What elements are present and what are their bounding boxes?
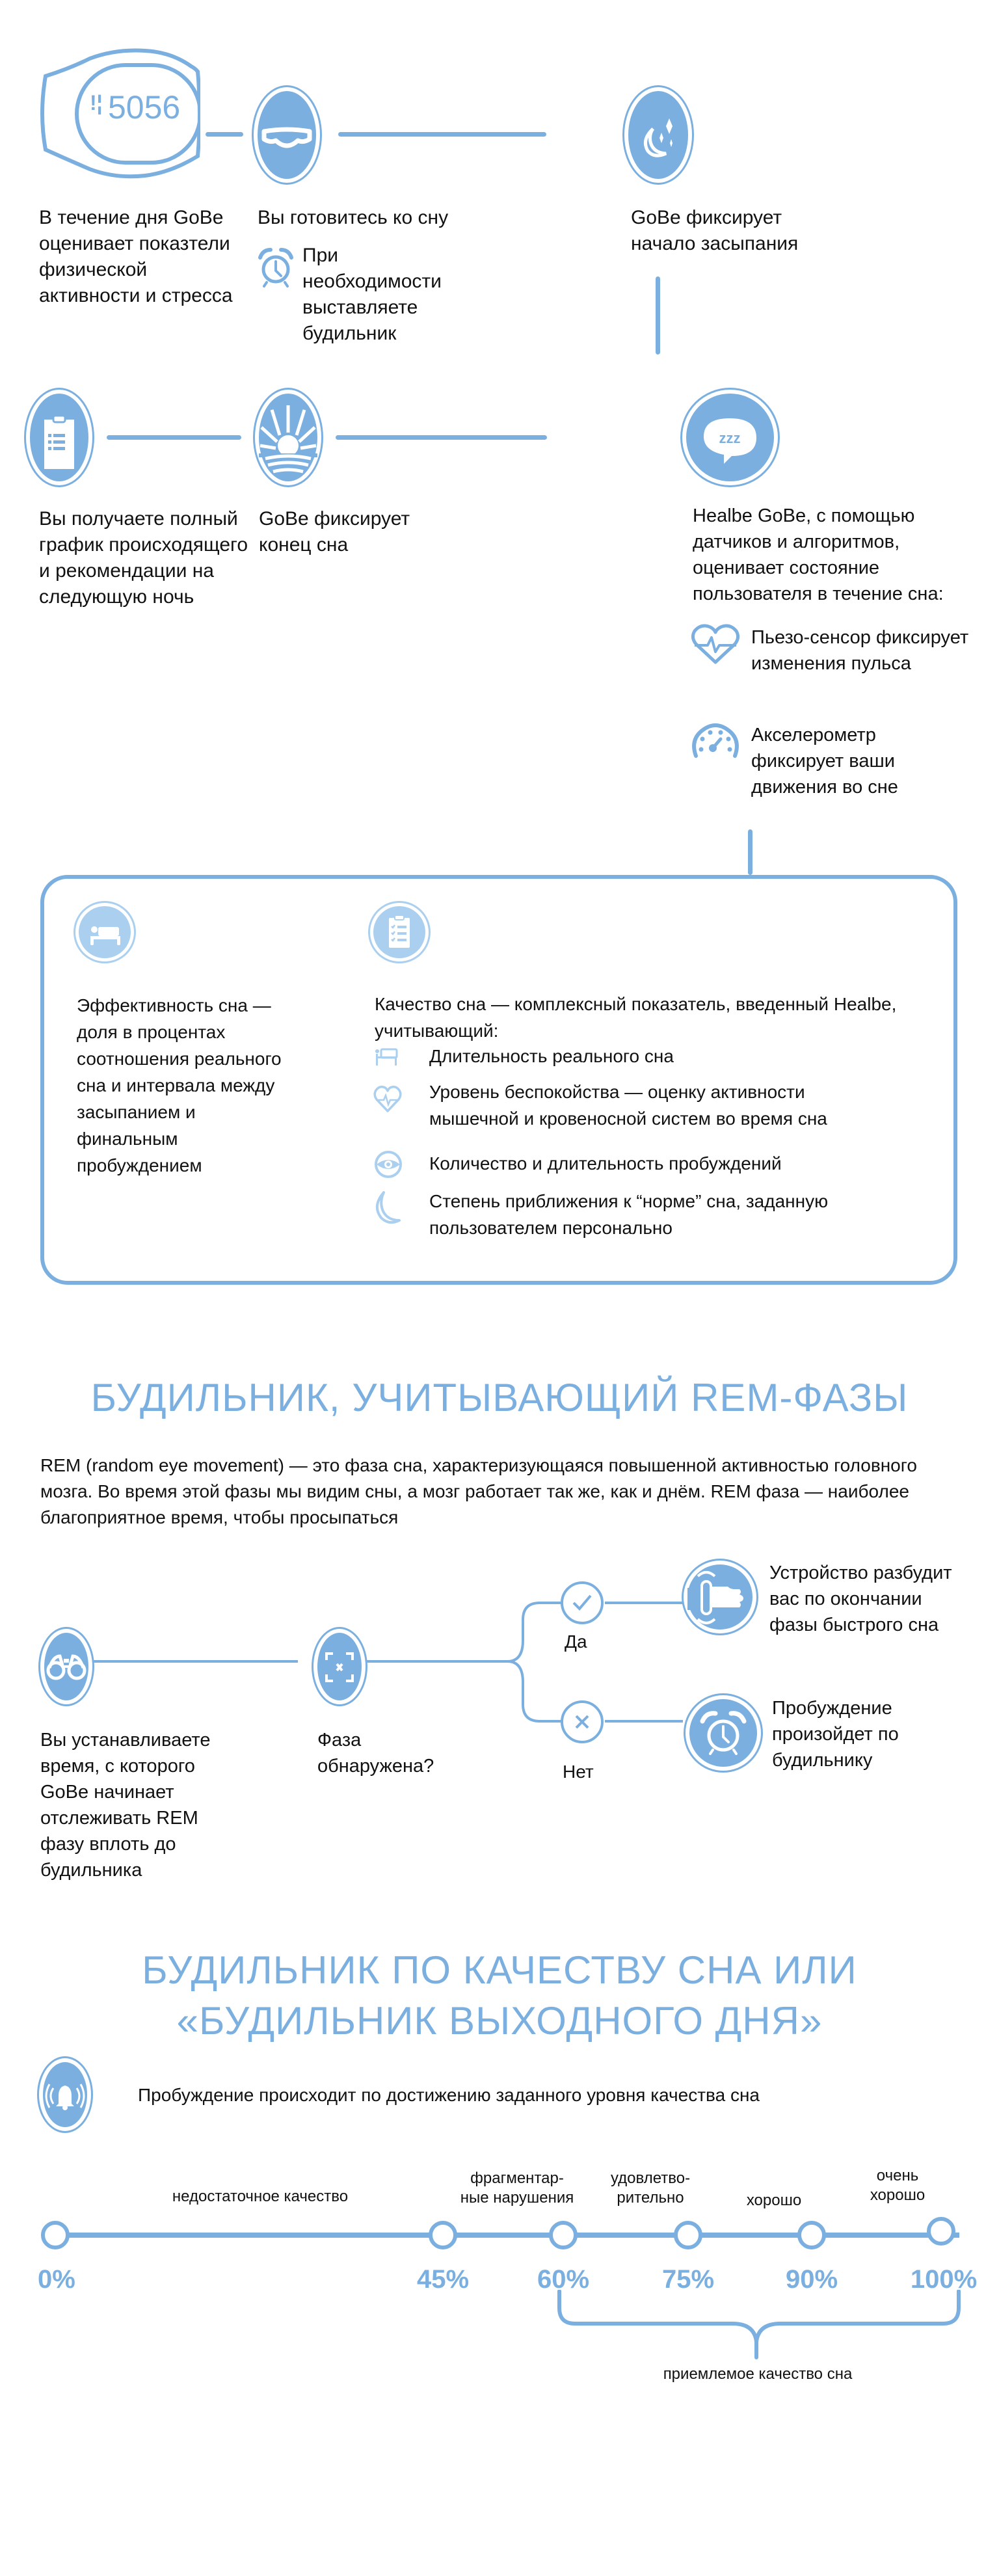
connector-line bbox=[338, 132, 546, 137]
zzz-bubble-icon bbox=[686, 394, 774, 481]
step-sleep-end-text: GoBe фиксирует конец сна bbox=[259, 508, 410, 556]
connector-line bbox=[107, 435, 241, 440]
efficiency-text: Эффективность сна — доля в процентах соотношения реального сна и интервала между засыпанием и финальным пробуждением bbox=[77, 995, 282, 1175]
scale-point-90 bbox=[797, 2221, 826, 2249]
sensor-piezo-text: Пьезо-сенсор фиксирует изменения пульса bbox=[751, 627, 969, 674]
band-alert-glyph: !¦ bbox=[90, 91, 103, 114]
quality-section-title-line2: «БУДИЛЬНИК ВЫХОДНОГО ДНЯ» bbox=[176, 1999, 823, 2043]
step-monitor-text: Healbe GoBe, с помощью датчиков и алгоритмов, оценивает состояние пользователя в течение сна: bbox=[693, 505, 944, 604]
bed-icon bbox=[79, 906, 131, 958]
range-label-insufficient: недостаточное качество bbox=[172, 2188, 349, 2205]
fitness-band-icon bbox=[38, 46, 200, 182]
branch-no-label: Нет bbox=[563, 1762, 594, 1782]
scale-point-60 bbox=[549, 2221, 578, 2249]
acceptable-range-brace bbox=[553, 2290, 969, 2361]
wrist-vibration-icon bbox=[687, 1564, 753, 1630]
quality-description: Пробуждение происходит по достижению заданного уровня качества сна bbox=[138, 2085, 760, 2105]
scale-point-0 bbox=[41, 2221, 70, 2249]
step-report-text: Вы получаете полный график происходящего и рекомендации на следующую ночь bbox=[39, 508, 248, 608]
alarm-clock-icon bbox=[258, 246, 294, 289]
no-result-text: Пробуждение произойдет по будильнику bbox=[772, 1698, 899, 1771]
scale-point-45 bbox=[429, 2221, 457, 2249]
rem-start-text: Вы устанавливаете время, с которого GoBe начинает отслеживать REM фазу вплоть до будильника bbox=[40, 1730, 211, 1881]
range-label-satisfactory-line1: удовлетво- bbox=[610, 2169, 691, 2187]
rem-section-title: БУДИЛЬНИК, УЧИТЫВАЮЩИЙ REM-ФАЗЫ bbox=[90, 1376, 909, 1419]
scale-point-label: 60% bbox=[537, 2265, 590, 2294]
scale-point-label: 45% bbox=[416, 2265, 470, 2294]
cross-icon bbox=[561, 1700, 604, 1743]
clipboard-icon bbox=[30, 394, 88, 481]
quality-item-duration: Длительность реального сна bbox=[429, 1046, 674, 1066]
bell-ringing-icon bbox=[43, 2062, 87, 2127]
alarm-clock-icon bbox=[689, 1699, 757, 1767]
range-label-very-good-line1: очень bbox=[876, 2167, 919, 2184]
quality-item-norm: Степень приближения к “норме” сна, заданную пользователем персонально bbox=[429, 1191, 829, 1238]
sleep-mask-icon bbox=[258, 91, 316, 179]
speedometer-icon bbox=[691, 722, 740, 758]
scale-point-75 bbox=[674, 2221, 702, 2249]
connector-line bbox=[93, 1660, 298, 1663]
acceptable-range-label: приемлемое качество сна bbox=[663, 2365, 853, 2383]
connector-line bbox=[336, 435, 547, 440]
step-prepare-text: Вы готовитесь ко сну bbox=[258, 207, 449, 228]
checklist-icon bbox=[373, 906, 425, 958]
quality-intro-text: Качество сна — комплексный показатель, введенный Healbe, учитывающий: bbox=[375, 994, 897, 1041]
quality-item-awakenings: Количество и длительность пробуждений bbox=[429, 1153, 782, 1174]
connector-line-vertical bbox=[656, 276, 660, 355]
check-icon bbox=[561, 1581, 604, 1624]
heart-pulse-icon bbox=[691, 623, 740, 666]
range-label-fragmented-line1: фрагментар- bbox=[470, 2169, 564, 2187]
scale-point-label: 100% bbox=[910, 2265, 978, 2294]
rem-description: REM (random eye movement) — это фаза сна, характеризующаяся повышенной активностью головного мозга. Во время этой фазы мы видим сны, а мозг работает так же, как и днём. REM фаза — наиболее благоприятное время, чтобы просыпаться bbox=[40, 1455, 917, 1527]
decision-branch-lines bbox=[507, 1587, 702, 1743]
scale-point-100 bbox=[927, 2217, 955, 2246]
connector-line bbox=[366, 1660, 508, 1663]
rem-decision-text: Фаза обнаружена? bbox=[317, 1730, 434, 1777]
sensor-accelerometer-text: Акселерометр фиксирует ваши движения во сне bbox=[751, 725, 898, 798]
branch-yes-label: Да bbox=[565, 1631, 587, 1652]
sunrise-icon bbox=[259, 394, 317, 481]
step-day-text: В течение дня GoBe оценивает показтели физической активности и стресса bbox=[39, 207, 233, 306]
scale-point-label: 90% bbox=[785, 2265, 838, 2294]
scale-point-label: 75% bbox=[661, 2265, 715, 2294]
focus-scan-icon bbox=[317, 1633, 362, 1700]
svg-text:zzz: zzz bbox=[719, 430, 741, 446]
range-label-satisfactory-line2: рительно bbox=[617, 2189, 684, 2207]
quality-section-title-line1: БУДИЛЬНИК ПО КАЧЕСТВУ СНА ИЛИ bbox=[142, 1948, 857, 1992]
yes-result-text: Устройство разбудит вас по окончании фазы быстрого сна bbox=[769, 1563, 952, 1635]
bed-icon bbox=[375, 1047, 398, 1067]
band-step-count: 5056 bbox=[108, 89, 181, 126]
range-label-good: хорошо bbox=[746, 2192, 802, 2209]
heart-pulse-icon bbox=[373, 1085, 402, 1114]
connector-line bbox=[206, 132, 243, 137]
step-prepare-subtext: При необходимости выставляете будильник bbox=[302, 245, 442, 344]
moon-stars-icon bbox=[628, 91, 688, 179]
range-label-very-good-line2: хорошо bbox=[870, 2186, 926, 2204]
scale-point-label: 0% bbox=[38, 2265, 75, 2294]
connector-line-vertical bbox=[748, 829, 753, 875]
step-sleep-start-text: GoBe фиксирует начало засыпания bbox=[631, 207, 799, 254]
quality-item-restlessness: Уровень беспокойства — оценку активности мышечной и кровеносной систем во время сна bbox=[429, 1082, 827, 1129]
binoculars-icon bbox=[44, 1633, 88, 1700]
range-label-fragmented-line2: ные нарушения bbox=[460, 2189, 574, 2207]
eye-icon bbox=[374, 1150, 403, 1179]
moon-icon bbox=[375, 1190, 401, 1226]
